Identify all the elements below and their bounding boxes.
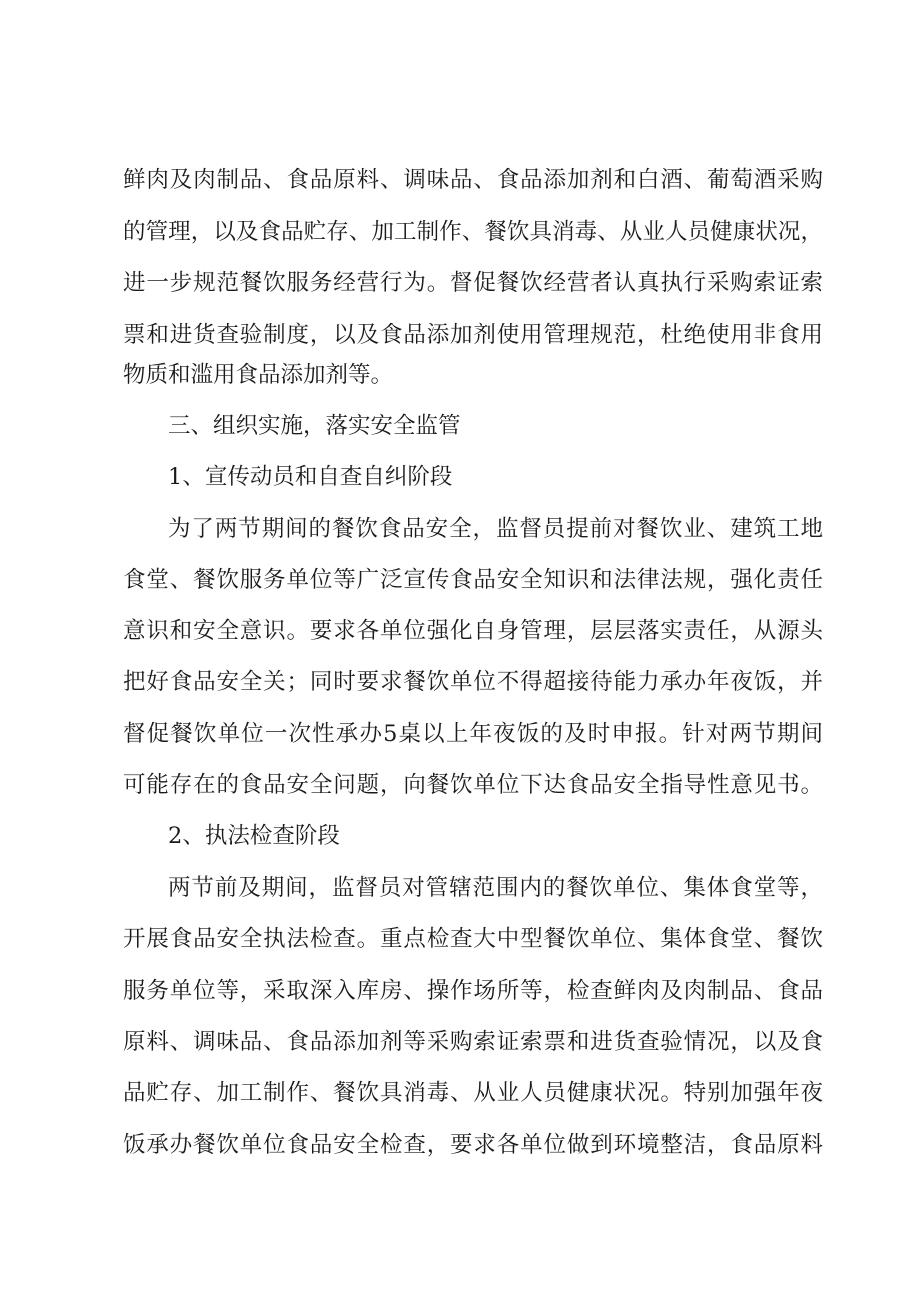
body-text-line: 督促餐饮单位一次性承办5桌以上年夜饭的及时申报。针对两节期间 <box>123 721 823 747</box>
body-text-line: 服务单位等，采取深入库房、操作场所等，检查鲜肉及肉制品、食品 <box>123 978 823 1004</box>
body-text-line: 开展食品安全执法检查。重点检查大中型餐饮单位、集体食堂、餐饮 <box>123 926 823 952</box>
body-text-line: 原料、调味品、食品添加剂等采购索证索票和进货查验情况，以及食 <box>123 1029 823 1055</box>
body-text-line: 两节前及期间，监督员对管辖范围内的餐饮单位、集体食堂等， <box>168 875 823 901</box>
body-text-line: 可能存在的食品安全问题，向餐饮单位下达食品安全指导性意见书。 <box>123 772 823 798</box>
section-heading: 三、组织实施，落实安全监管 <box>168 413 461 439</box>
body-text-line: 饭承办餐饮单位食品安全检查，要求各单位做到环境整洁，食品原料 <box>123 1132 823 1158</box>
subsection-heading: 2、执法检查阶段 <box>168 823 340 849</box>
body-text-line: 意识和安全意识。要求各单位强化自身管理，层层落实责任，从源头 <box>123 618 823 644</box>
body-text-line: 为了两节期间的餐饮食品安全，监督员提前对餐饮业、建筑工地 <box>168 516 823 542</box>
body-text-line: 进一步规范餐饮服务经营行为。督促餐饮经营者认真执行采购索证索 <box>123 270 823 296</box>
body-text-line: 鲜肉及肉制品、食品原料、调味品、食品添加剂和白酒、葡萄酒采购 <box>123 167 823 193</box>
body-text-line: 品贮存、加工制作、餐饮具消毒、从业人员健康状况。特别加强年夜 <box>123 1080 823 1106</box>
body-text-line: 的管理，以及食品贮存、加工制作、餐饮具消毒、从业人员健康状况， <box>123 219 823 245</box>
body-text-line: 物质和滥用食品添加剂等。 <box>123 362 394 388</box>
body-text-line: 把好食品安全关；同时要求餐饮单位不得超接待能力承办年夜饭，并 <box>123 669 823 695</box>
subsection-heading: 1、宣传动员和自查自纠阶段 <box>168 464 453 490</box>
body-text-line: 票和进货查验制度，以及食品添加剂使用管理规范，杜绝使用非食用 <box>123 322 823 348</box>
body-text-line: 食堂、餐饮服务单位等广泛宣传食品安全知识和法律法规，强化责任 <box>123 567 823 593</box>
